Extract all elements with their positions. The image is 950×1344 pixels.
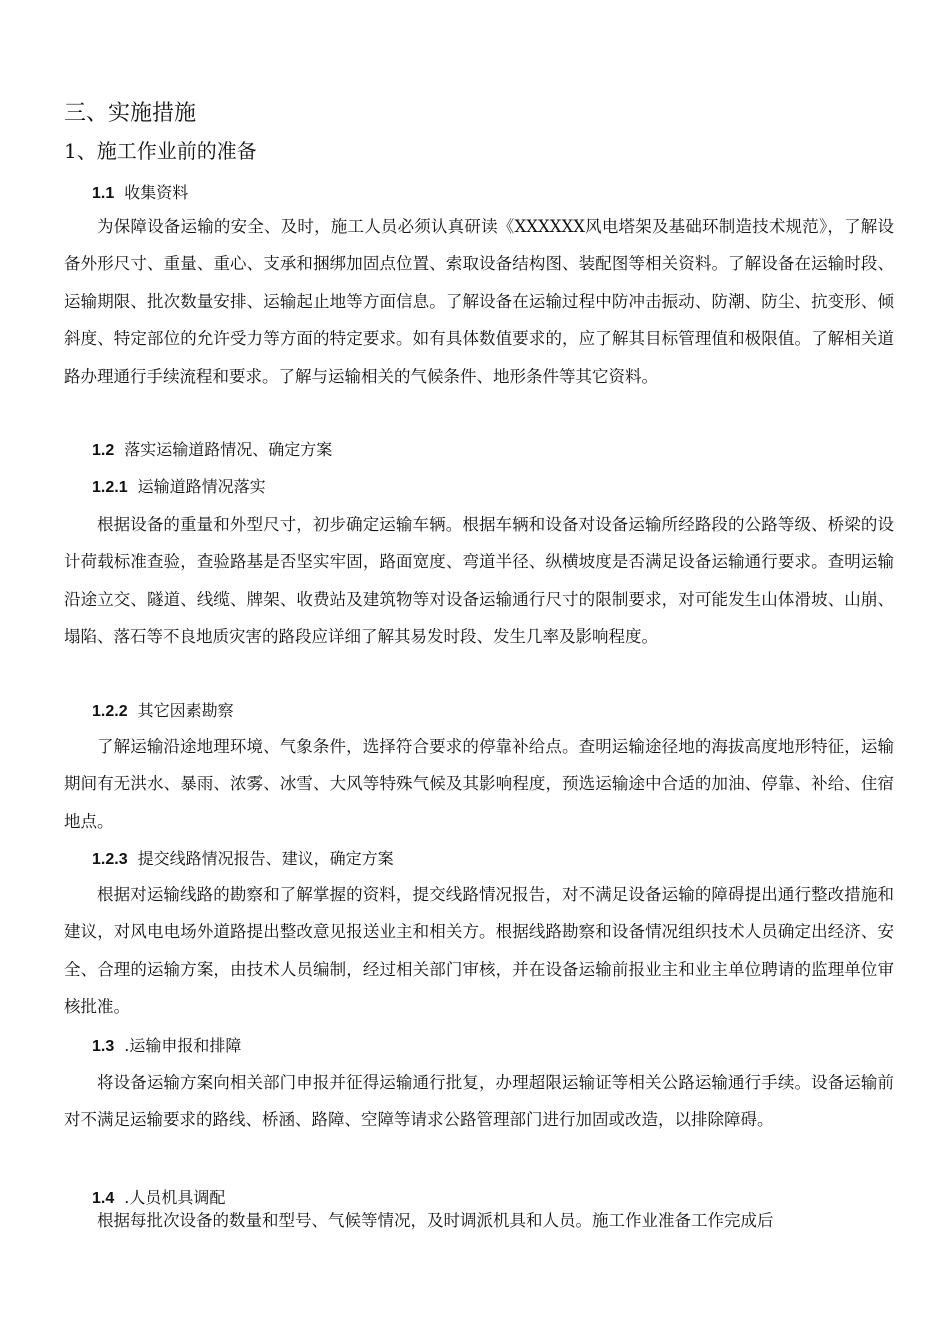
section-heading-1-1 — [92, 180, 188, 207]
section-title: 提交线路情况报告、建议，确定方案 — [137, 849, 394, 868]
section-number: 1.2.1 — [92, 479, 128, 496]
section-heading-1-2 — [92, 437, 332, 464]
heading-sub: 1、施工作业前的准备 — [64, 139, 257, 163]
paragraph-other-factors: 了解运输沿途地理环境、气象条件，选择符合要求的停靠补给点。查明运输途径地的海拔高度地形特征，运输期间有无洪水、暴雨、浓雾、冰雪、大风等特殊气候及其影响程度，预选运输途中合适的加油、停靠、补给、住宿地点。 — [64, 737, 894, 831]
paragraph-personnel: 根据每批次设备的数量和型号、气候等情况，及时调派机具和人员。施工作业准备工作完成后 — [97, 1211, 774, 1230]
section-title: .运输申报和排障 — [124, 1036, 242, 1055]
section-title: 其它因素勘察 — [137, 701, 234, 720]
paragraph-collect-info: 为保障设备运输的安全、及时，施工人员必须认真研读《XXXXXX风电塔架及基础环制造技术规范》，了解设备外形尺寸、重量、重心、支承和捆绑加固点位置、索取设备结构图、装配图等相关资料。了解设备在运输时段、运输期限、批次数量安排、运输起止地等方面信息。了解设备在运输过程中防冲击振动、防潮、防尘、抗变形、倾斜度、特定部位的允许受力等方面的特定要求。如有具体数值要求的，应了解其目标管理值和极限值。了解相关道路办理通行手续流程和要求。了解与运输相关的气候条件、地形条件等其它资料。 — [64, 217, 894, 386]
paragraph-transport-apply: 将设备运输方案向相关部门申报并征得运输通行批复，办理超限运输证等相关公路运输通行手续。设备运输前对不满足运输要求的路线、桥涵、路障、空障等请求公路管理部门进行加固或改造，以排除障碍。 — [64, 1073, 894, 1130]
section-number: 1.2.3 — [92, 851, 128, 868]
heading-main: 三、实施措施 — [64, 101, 197, 126]
section-heading-1-2-1 — [92, 474, 266, 501]
paragraph-route-report: 根据对运输线路的勘察和了解掌握的资料，提交线路情况报告，对不满足设备运输的障碍提出通行整改措施和建议，对风电电场外道路提出整改意见报送业主和相关方。根据线路勘察和设备情况组织技术人员确定出经济、安全、合理的运输方案，由技术人员编制，经过相关部门审核，并在设备运输前报业主和业主单位聘请的监理单位审核批准。 — [64, 885, 894, 1017]
section-heading-1-2-2 — [92, 698, 234, 725]
section-title: 收集资料 — [124, 183, 189, 202]
paragraph-road-check: 根据设备的重量和外型尺寸，初步确定运输车辆。根据车辆和设备对设备运输所经路段的公路等级、桥梁的设计荷载标准查验，查验路基是否坚实牢固，路面宽度、弯道半径、纵横坡度是否满足设备运输通行要求。查明运输沿途立交、隧道、线缆、牌架、收费站及建筑物等对设备运输通行尺寸的限制要求，对可能发生山体滑坡、山崩、塌陷、落石等不良地质灾害的路段应详细了解其易发时段、发生几率及影响程度。 — [64, 515, 894, 647]
section-heading-1-2-3 — [92, 846, 394, 873]
section-number: 1.2.2 — [92, 703, 128, 720]
section-number: 1.2 — [92, 442, 115, 459]
section-title: 落实运输道路情况、确定方案 — [124, 440, 333, 459]
section-number: 1.3 — [92, 1038, 115, 1055]
section-number: 1.4 — [92, 1190, 115, 1207]
section-heading-1-3 — [92, 1033, 241, 1060]
section-title: .人员机具调配 — [124, 1188, 226, 1207]
section-number: 1.1 — [92, 185, 115, 202]
section-title: 运输道路情况落实 — [137, 477, 266, 496]
